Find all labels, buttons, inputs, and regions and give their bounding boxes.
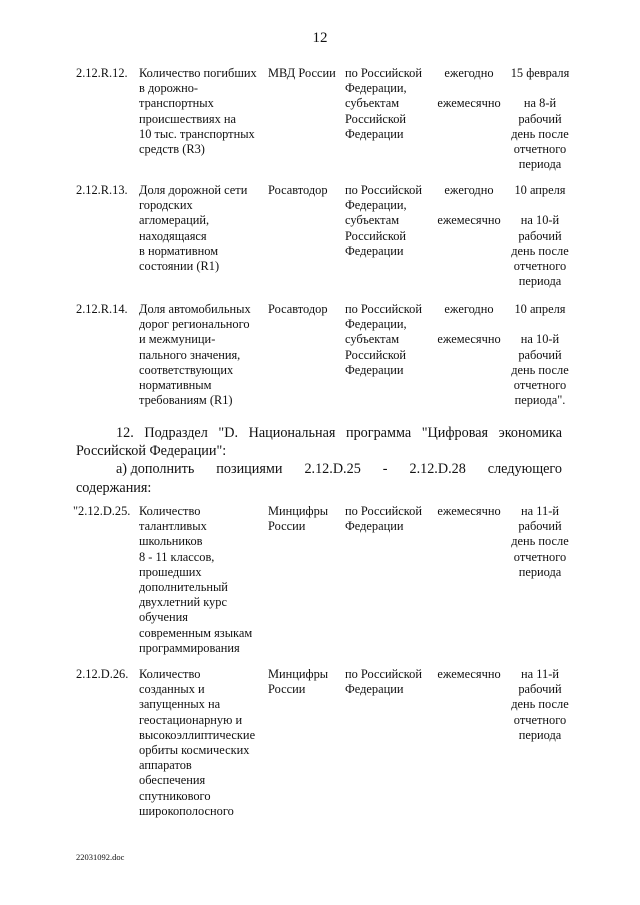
name-line: 10 тыс. транспортных — [139, 126, 255, 141]
region-level — [345, 504, 433, 534]
agency-line: МВД России — [268, 66, 336, 80]
due-line: на 11-й — [521, 667, 559, 681]
name-line: в дорожно- — [139, 81, 199, 96]
due-line: день после — [511, 697, 569, 712]
name-line: происшествиях на — [139, 111, 237, 126]
sub-a-word: - — [382, 461, 388, 477]
name-line: широкополосного — [139, 803, 234, 818]
agency-line: России — [268, 519, 306, 534]
due-line: на 10-й — [520, 213, 560, 228]
due-line: на 10-й — [520, 332, 560, 347]
name-line: Количество — [139, 504, 201, 518]
frequency-monthly: ежемесячно — [437, 213, 501, 228]
due-line: рабочий — [518, 111, 562, 126]
row-code: 2.12.R.13. — [76, 183, 128, 197]
due-line: день после — [511, 126, 569, 141]
due-line: рабочий — [518, 519, 562, 534]
region-line: по Российской — [345, 504, 422, 518]
name-line: пального значения, — [139, 347, 241, 362]
page-number: 12 — [312, 30, 328, 46]
due-line: день после — [511, 534, 569, 549]
name-line: в нормативном — [139, 243, 219, 258]
due-line: периода — [518, 564, 562, 579]
responsible-agency — [268, 504, 344, 534]
name-line: талантливых — [139, 519, 207, 534]
frequency — [433, 66, 505, 112]
name-line: созданных и — [139, 682, 205, 697]
agency-line: Росавтодор — [268, 302, 328, 316]
indicator-name — [139, 667, 267, 819]
section-heading — [76, 424, 562, 460]
sub-a-word: а) дополнить — [116, 461, 195, 477]
name-line: городских — [139, 198, 193, 213]
agency-line: Минцифры — [268, 667, 329, 681]
subsection-a — [116, 460, 562, 478]
due-date — [505, 667, 575, 743]
region-line: субъектам — [345, 96, 400, 111]
region-line: субъектам — [345, 332, 400, 347]
name-line: геостационарную и — [139, 712, 243, 727]
subsection-a-end: содержания: — [76, 480, 152, 496]
due-date — [505, 66, 575, 172]
name-line: агломераций, — [139, 213, 210, 228]
due-line: отчетного — [513, 378, 567, 392]
name-line: дорог регионального — [139, 317, 250, 332]
name-line: орбиты космических — [139, 743, 250, 758]
region-line: Федерации, — [345, 81, 407, 96]
name-line: соответствующих — [139, 362, 234, 377]
name-line: нормативным — [139, 378, 212, 393]
sub-a-word: 2.12.D.28 — [409, 461, 466, 477]
region-line: Российской — [345, 347, 407, 362]
name-line: прошедших — [139, 564, 202, 579]
name-line: высокоэллиптические — [139, 727, 256, 742]
indicator-name — [139, 302, 267, 408]
name-line: требованиям (R1) — [139, 393, 233, 408]
responsible-agency — [268, 302, 344, 317]
region-line: Федерации — [345, 682, 404, 697]
region-line: по Российской — [345, 183, 422, 197]
subsection-a-line — [116, 460, 562, 478]
frequency — [433, 183, 505, 229]
due-line: периода". — [514, 393, 566, 408]
row-code: "2.12.D.25. — [73, 504, 131, 518]
footer-filename: 22031092.doc — [76, 852, 125, 862]
region-line: по Российской — [345, 667, 422, 681]
name-line: Количество погибших — [139, 66, 257, 80]
due-line: день после — [511, 243, 569, 258]
name-line: транспортных — [139, 96, 214, 111]
agency-line: Росавтодор — [268, 183, 328, 197]
name-line: аппаратов — [139, 758, 192, 773]
frequency — [433, 302, 505, 348]
due-line: на 11-й — [521, 504, 559, 518]
due-date — [505, 183, 575, 289]
name-line: спутникового — [139, 788, 211, 803]
row-code: 2.12.D.26. — [76, 667, 129, 681]
due-line: на 8-й — [523, 96, 557, 111]
due-line: отчетного — [513, 142, 567, 156]
sub-a-word: следующего — [487, 461, 562, 477]
name-line: обучения — [139, 610, 188, 625]
region-line: Федерации — [345, 126, 404, 141]
region-line: по Российской — [345, 302, 422, 316]
agency-line: России — [268, 682, 306, 697]
name-line: средств (R3) — [139, 142, 205, 157]
name-line: современным языкам — [139, 625, 253, 640]
sub-a-word: позициями — [216, 461, 283, 477]
frequency — [433, 504, 505, 519]
name-line: 8 - 11 классов, — [139, 549, 215, 564]
name-line: и межмуници- — [139, 332, 216, 347]
frequency-monthly: ежемесячно — [437, 504, 501, 518]
responsible-agency — [268, 183, 344, 198]
indicator-name — [139, 504, 267, 656]
region-level — [345, 183, 433, 259]
due-line: рабочий — [518, 347, 562, 362]
region-line: по Российской — [345, 66, 422, 80]
name-line: состоянии (R1) — [139, 259, 220, 274]
due-line: отчетного — [513, 259, 567, 273]
row-code: 2.12.R.14. — [76, 302, 128, 316]
name-line: Доля автомобильных — [139, 302, 251, 316]
name-line: Доля дорожной сети — [139, 183, 248, 197]
indicator-name — [139, 183, 267, 274]
frequency-annual: ежегодно — [444, 302, 494, 316]
responsible-agency — [268, 66, 344, 81]
due-line: рабочий — [518, 682, 562, 697]
region-line: Федерации, — [345, 317, 407, 332]
region-line: Федерации — [345, 362, 404, 377]
due-line: день после — [511, 362, 569, 377]
name-line: двухлетний курс — [139, 595, 227, 610]
due-date — [505, 504, 575, 580]
region-line: субъектам — [345, 213, 400, 228]
due-annual: 10 апреля — [514, 183, 566, 197]
frequency-monthly: ежемесячно — [437, 96, 501, 111]
agency-line: Минцифры — [268, 504, 329, 518]
due-line: периода — [518, 157, 562, 172]
region-line: Российской — [345, 228, 407, 243]
region-level — [345, 66, 433, 142]
due-line: рабочий — [518, 228, 562, 243]
row-code: 2.12.R.12. — [76, 66, 128, 80]
region-level — [345, 667, 433, 697]
frequency-annual: ежегодно — [444, 183, 494, 197]
due-annual: 10 апреля — [514, 302, 566, 316]
region-line: Федерации, — [345, 198, 407, 213]
name-line: Количество — [139, 667, 201, 681]
indicator-name — [139, 66, 267, 157]
frequency-monthly: ежемесячно — [437, 332, 501, 347]
due-line: периода — [518, 727, 562, 742]
due-line: периода — [518, 274, 562, 289]
name-line: запущенных на — [139, 697, 221, 712]
frequency — [433, 667, 505, 682]
region-level — [345, 302, 433, 378]
name-line: программирования — [139, 640, 240, 655]
frequency-monthly: ежемесячно — [437, 667, 501, 681]
name-line: школьников — [139, 534, 203, 549]
frequency-annual: ежегодно — [444, 66, 494, 80]
due-date — [505, 302, 575, 408]
sub-a-word: 2.12.D.25 — [304, 461, 361, 477]
name-line: дополнительный — [139, 580, 228, 595]
due-line: отчетного — [513, 712, 567, 727]
responsible-agency — [268, 667, 344, 697]
name-line: обеспечения — [139, 773, 206, 788]
due-line: отчетного — [513, 549, 567, 564]
section-heading-text: 12. Подраздел "D. Национальная программа "Цифровая экономика Российской Федерации": — [76, 425, 562, 459]
region-line: Федерации — [345, 519, 404, 534]
region-line: Российской — [345, 111, 407, 126]
region-line: Федерации — [345, 243, 404, 258]
due-annual: 15 февраля — [510, 66, 570, 80]
name-line: находящаяся — [139, 228, 207, 243]
